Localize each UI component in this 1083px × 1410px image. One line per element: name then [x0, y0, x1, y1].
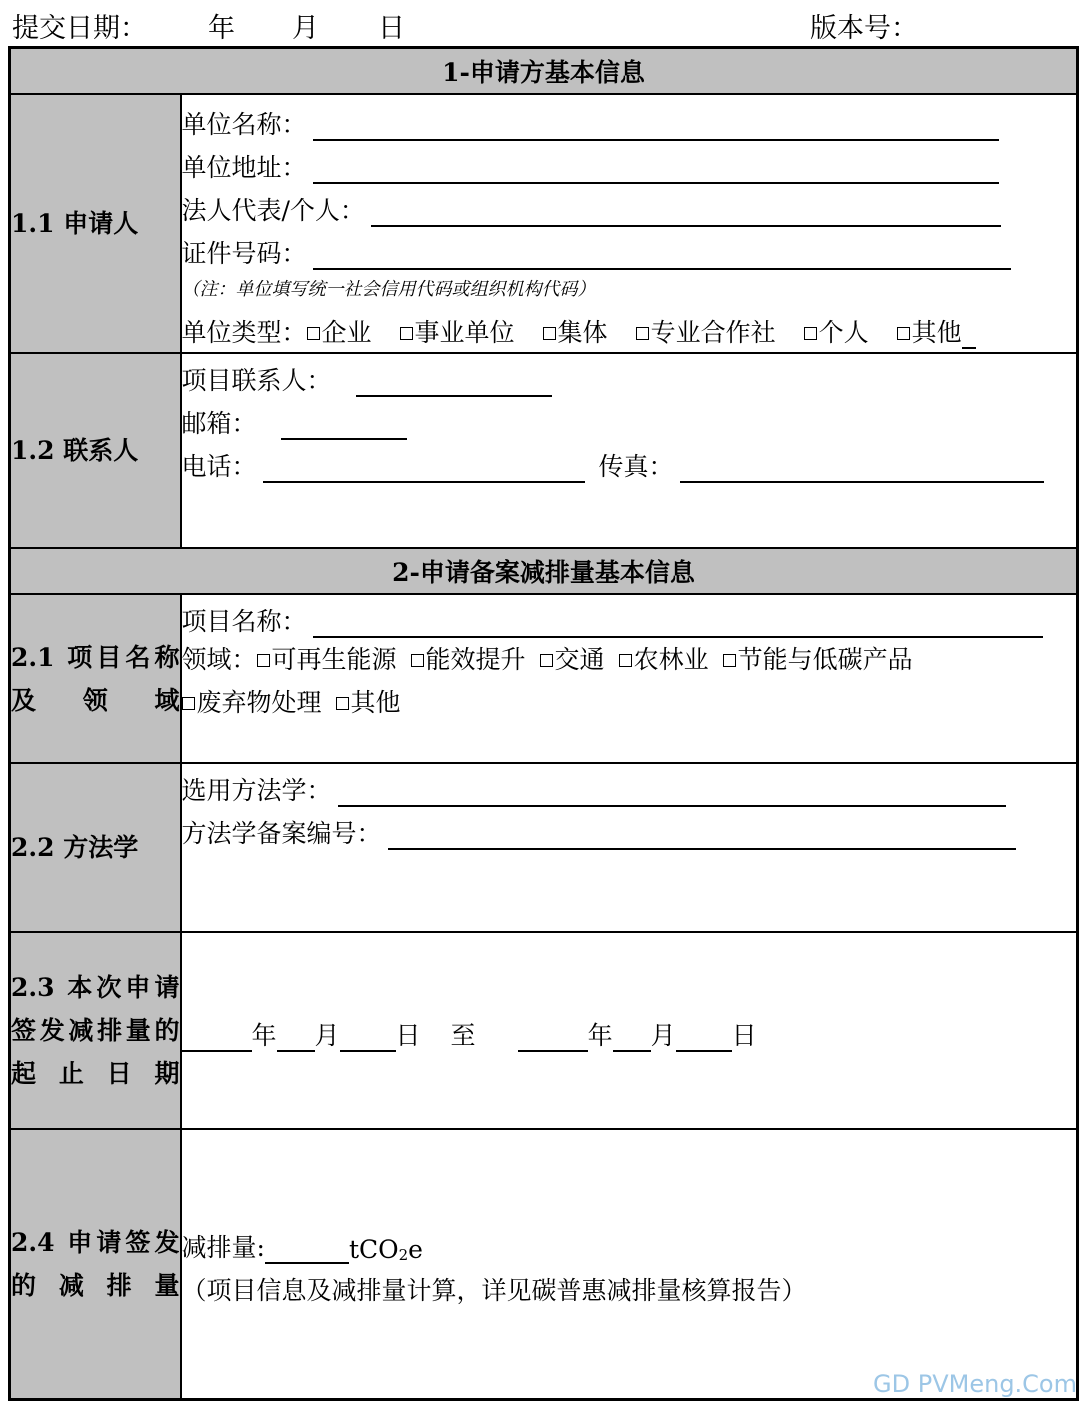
- end-month-field[interactable]: [613, 1022, 651, 1052]
- contact-label: 1.2 联系人: [10, 353, 181, 548]
- email-field[interactable]: [281, 410, 407, 440]
- unit-type-label: 单位类型：: [181, 318, 307, 347]
- end-day-label: 日: [731, 1021, 757, 1050]
- legal-rep-label: 法人代表/个人：: [181, 196, 365, 225]
- end-year-field[interactable]: [518, 1022, 588, 1052]
- reduction-amount-field[interactable]: [265, 1234, 349, 1264]
- unit-address-field[interactable]: [313, 154, 999, 184]
- version-label: 版本号：: [810, 13, 918, 44]
- field-label: 领域：: [181, 645, 257, 674]
- project-content: [181, 594, 1078, 763]
- submit-month-label: 月: [292, 13, 319, 44]
- end-day-field[interactable]: [676, 1022, 732, 1052]
- project-contact-label: 项目联系人：: [181, 366, 332, 395]
- methodology-content: [181, 763, 1078, 932]
- watermark: GD PVMeng.Com: [873, 1370, 1077, 1398]
- methodology-field[interactable]: [338, 777, 1006, 807]
- checkbox-icon[interactable]: [619, 654, 632, 667]
- legal-rep-field[interactable]: [371, 197, 1001, 227]
- id-number-label: 证件号码：: [181, 239, 307, 268]
- unit-type-other-field[interactable]: [962, 319, 976, 349]
- reduction-label: 2.4 申请签发的减排量: [10, 1129, 181, 1399]
- start-month-label: 月: [314, 1021, 340, 1050]
- form-header: [0, 0, 1083, 46]
- unit-type-institution[interactable]: 事业单位: [400, 313, 515, 349]
- unit-type-other[interactable]: 其他: [897, 313, 976, 349]
- checkbox-icon[interactable]: [723, 654, 736, 667]
- applicant-label: 1.1 申请人: [10, 94, 181, 353]
- field-efficiency[interactable]: 能效提升: [411, 645, 526, 674]
- email-label: 邮箱：: [181, 409, 257, 438]
- unit-suffix: e: [408, 1234, 423, 1264]
- checkbox-icon[interactable]: [182, 697, 195, 710]
- unit-address-label: 单位地址：: [181, 153, 307, 182]
- submit-date-label: 提交日期：: [12, 13, 147, 44]
- checkbox-icon[interactable]: [336, 697, 349, 710]
- field-transport[interactable]: 交通: [540, 645, 605, 674]
- checkbox-icon[interactable]: [897, 327, 910, 340]
- applicant-content: [181, 94, 1078, 353]
- period-label: 2.3 本次申请签发减排量的起止日期: [10, 932, 181, 1129]
- reduction-note: （项目信息及减排量计算，详见碳普惠减排量核算报告）: [181, 1275, 807, 1305]
- contact-content: [181, 353, 1078, 548]
- reduction-content: [181, 1129, 1078, 1399]
- unit-type-individual[interactable]: 个人: [804, 313, 869, 349]
- start-month-field[interactable]: [277, 1022, 315, 1052]
- checkbox-icon[interactable]: [636, 327, 649, 340]
- fax-label: 传真：: [598, 452, 674, 481]
- start-day-label: 日: [395, 1021, 421, 1050]
- submit-day-label: 日: [378, 13, 405, 44]
- reduction-amount-label: 减排量:: [181, 1232, 265, 1262]
- checkbox-icon[interactable]: [543, 327, 556, 340]
- methodology-selected-label: 选用方法学：: [181, 776, 332, 805]
- field-renewable[interactable]: 可再生能源: [257, 645, 397, 674]
- checkbox-icon[interactable]: [804, 327, 817, 340]
- section2-title: 2-申请备案减排量基本信息: [10, 548, 1078, 594]
- project-name-label: 项目名称：: [181, 607, 307, 636]
- unit-name-field[interactable]: [313, 111, 999, 141]
- period-content: [181, 932, 1078, 1129]
- checkbox-icon[interactable]: [307, 327, 320, 340]
- methodology-record-label: 方法学备案编号：: [181, 819, 382, 848]
- fax-field[interactable]: [680, 453, 1044, 483]
- unit-prefix: tCO: [348, 1234, 399, 1264]
- unit-type-collective[interactable]: 集体: [543, 313, 608, 349]
- id-number-field[interactable]: [313, 240, 1011, 270]
- project-label: 2.1 项目名称及领域: [10, 594, 181, 763]
- phone-field[interactable]: [263, 453, 585, 483]
- application-form: [8, 46, 1079, 1401]
- field-agriculture[interactable]: 农林业: [619, 645, 709, 674]
- unit-type-enterprise[interactable]: 企业: [307, 313, 372, 349]
- unit-type-cooperative[interactable]: 专业合作社: [636, 313, 776, 349]
- checkbox-icon[interactable]: [540, 654, 553, 667]
- field-other[interactable]: 其他: [336, 688, 401, 717]
- id-note: （注：单位填写统一社会信用代码或组织机构代码）: [181, 279, 596, 300]
- start-year-label: 年: [251, 1021, 277, 1050]
- methodology-label: 2.2 方法学: [10, 763, 181, 932]
- start-year-field[interactable]: [182, 1022, 252, 1052]
- checkbox-icon[interactable]: [400, 327, 413, 340]
- phone-label: 电话：: [181, 452, 257, 481]
- to-label: 至: [450, 1021, 476, 1050]
- field-lowcarbon[interactable]: 节能与低碳产品: [723, 645, 913, 674]
- submit-year-label: 年: [208, 13, 235, 44]
- unit-name-label: 单位名称：: [181, 110, 307, 139]
- end-year-label: 年: [587, 1021, 613, 1050]
- checkbox-icon[interactable]: [411, 654, 424, 667]
- start-day-field[interactable]: [340, 1022, 396, 1052]
- project-name-field[interactable]: [313, 608, 1043, 638]
- unit-subscript: 2: [398, 1245, 409, 1264]
- methodology-record-field[interactable]: [388, 820, 1016, 850]
- checkbox-icon[interactable]: [257, 654, 270, 667]
- project-contact-field[interactable]: [356, 367, 552, 397]
- end-month-label: 月: [650, 1021, 676, 1050]
- section1-title: 1-申请方基本信息: [10, 48, 1078, 95]
- field-waste[interactable]: 废弃物处理: [182, 688, 322, 717]
